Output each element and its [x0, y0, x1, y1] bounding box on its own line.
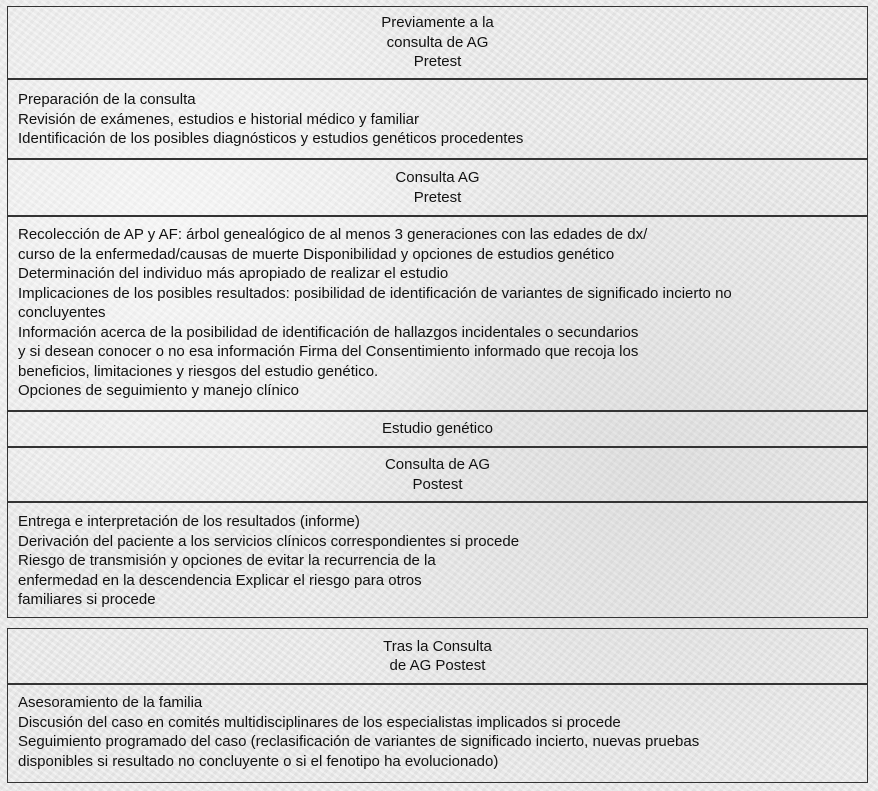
body-line: Recolección de AP y AF: árbol genealógico de al menos 3 generaciones con las edades de dx/ [18, 226, 648, 243]
body-line: curso de la enfermedad/causas de muerte Disponibilidad y opciones de estudios genético [18, 245, 615, 263]
body-line: familiares si procede [18, 591, 156, 608]
step-tras-postest-header [7, 628, 868, 684]
body-line: Preparación de la consulta [18, 91, 196, 108]
body-line: Información acerca de la posibilidad de identificación de hallazgos incidentales o secundarios [18, 323, 639, 341]
step-previo-pretest-header [7, 6, 868, 79]
step-tras-postest-body [7, 684, 868, 783]
step-estudio-genetico [7, 411, 868, 447]
body-line: Identificación de los posibles diagnósticos y estudios genéticos procedentes [18, 130, 524, 147]
header-line: consulta de AG [386, 33, 489, 51]
body-line: Discusión del caso en comités multidisciplinares de los especialistas implicados si procede [18, 713, 621, 731]
body-line: concluyentes [18, 304, 106, 321]
body-line: Implicaciones de los posibles resultados: posibilidad de identificación de variantes de significado incierto no [18, 284, 732, 302]
body-line: beneficios, limitaciones y riesgos del estudio genético. [18, 362, 379, 380]
body-line: Entrega e interpretación de los resultados (informe) [18, 513, 360, 530]
header-line: Consulta AG [395, 169, 480, 186]
step-consulta-postest-body [7, 502, 868, 618]
header-line: Previamente a la [381, 14, 494, 32]
header-line: Pretest [413, 188, 462, 206]
step-previo-pretest-body [7, 79, 868, 159]
header-line: Postest [412, 475, 463, 493]
body-line: Determinación del individuo más apropiado de realizar el estudio [18, 265, 449, 282]
step-consulta-postest-header [7, 447, 868, 502]
body-line: enfermedad en la descendencia Explicar el riesgo para otros [18, 571, 422, 589]
header-line: Estudio genético [382, 420, 493, 438]
header-line: Pretest [413, 53, 462, 71]
body-line: Asesoramiento de la familia [18, 694, 203, 711]
body-line: Revisión de exámenes, estudios e historial médico y familiar [18, 110, 420, 128]
body-line: y si desean conocer o no esa información Firma del Consentimiento informado que recoja los [18, 343, 639, 360]
body-line: Seguimiento programado del caso (reclasificación de variantes de significado incierto, nuevas pruebas [18, 733, 700, 750]
header-line: Consulta de AG [384, 456, 491, 473]
step-consulta-pretest-header [7, 159, 868, 216]
header-line: de AG Postest [389, 657, 486, 674]
body-line: Derivación del paciente a los servicios clínicos correspondientes si procede [18, 532, 520, 550]
body-line: Riesgo de transmisión y opciones de evitar la recurrencia de la [18, 552, 436, 569]
header-line: Tras la Consulta [383, 637, 492, 655]
body-line: Opciones de seguimiento y manejo clínico [18, 382, 299, 399]
body-line: disponibles si resultado no concluyente o si el fenotipo ha evolucionado) [18, 752, 499, 770]
step-consulta-pretest-body [7, 216, 868, 411]
